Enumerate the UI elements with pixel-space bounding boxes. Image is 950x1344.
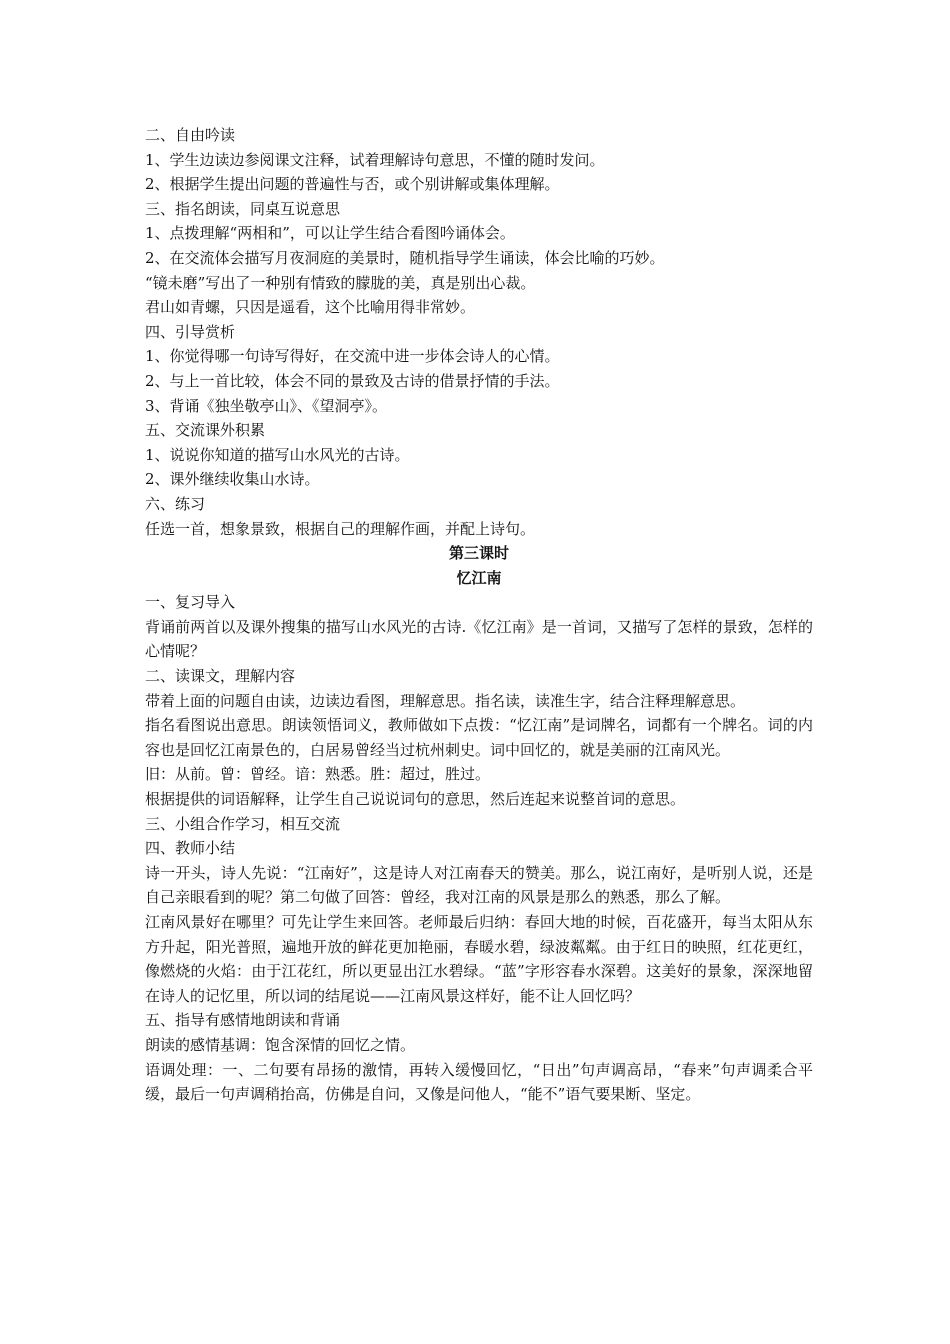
paragraph: 1、说说你知道的描写山水风光的古诗。 [145, 445, 410, 464]
paragraph: 1、点拨理解“两相和”，可以让学生结合看图吟诵体会。 [145, 224, 515, 243]
paragraph: 2、与上一首比较，体会不同的景致及古诗的借景抒情的手法。 [145, 371, 560, 390]
lesson-title: 第三课时 [448, 544, 509, 563]
paragraph: 江南风景好在哪里？可先让学生来回答。老师最后归纳：春回大地的时候，百花盛开，每当太阳从东方升起，阳光普照，遍地开放的鲜花更加艳丽，春暖水碧，绿波粼粼。由于红日的映照，红花更红，像燃烧的火焰：由于江花红，所以更显出江水碧绿。“蓝”字形容春水深碧。这美好的景象，深深地留在诗人的记忆里，所以词的结尾说——江南风景这样好，能不让人回忆吗？ [145, 913, 813, 1005]
section-heading: 四、教师小结 [145, 839, 236, 858]
section-heading: 三、小组合作学习，相互交流 [145, 814, 341, 833]
paragraph: 旧：从前。曾：曾经。谙：熟悉。胜：超过，胜过。 [145, 765, 491, 784]
lesson-subtitle: 忆江南 [456, 568, 502, 587]
paragraph: 诗一开头，诗人先说：“江南好”，这是诗人对江南春天的赞美。那么，说江南好，是听别人说，还是自己亲眼看到的呢？第二句做了回答：曾经，我对江南的风景是那么的熟悉，那么了解。 [145, 863, 813, 907]
paragraph: “镜未磨”写出了一种别有情致的朦胧的美，真是别出心裁。 [145, 273, 536, 292]
section-heading: 四、引导赏析 [145, 322, 236, 341]
paragraph: 根据提供的词语解释，让学生自己说说词句的意思，然后连起来说整首词的意思。 [145, 790, 686, 809]
section-heading: 三、指名朗读，同桌互说意思 [145, 199, 341, 218]
section-heading: 二、读课文，理解内容 [145, 667, 296, 686]
paragraph: 1、你觉得哪一句诗写得好，在交流中进一步体会诗人的心情。 [145, 347, 560, 366]
paragraph: 带着上面的问题自由读，边读边看图，理解意思。指名读，读准生字，结合注释理解意思。 [145, 691, 746, 710]
paragraph: 3、背诵《独坐敬亭山》、《望洞亭》。 [145, 396, 388, 415]
paragraph: 任选一首，想象景致，根据自己的理解作画，并配上诗句。 [145, 519, 536, 538]
paragraph: 2、在交流体会描写月夜洞庭的美景时，随机指导学生诵读，体会比喻的巧妙。 [145, 248, 665, 267]
paragraph: 指名看图说出意思。朗读领悟词义，教师做如下点拨：“忆江南”是词牌名，词都有一个牌名。词的内容也是回忆江南景色的，白居易曾经当过杭州刺史。词中回忆的，就是美丽的江南风光。 [145, 716, 813, 759]
section-heading: 二、自由吟读 [145, 126, 236, 144]
section-heading: 五、交流课外积累 [145, 421, 266, 440]
section-heading: 六、练习 [145, 494, 206, 513]
section-heading: 一、复习导入 [145, 593, 236, 612]
paragraph: 2、课外继续收集山水诗。 [145, 470, 320, 489]
paragraph: 背诵前两首以及课外搜集的描写山水风光的古诗.《忆江南》是一首词，又描写了怎样的景致，怎样的心情呢？ [145, 617, 813, 661]
paragraph: 朗读的感情基调：饱含深情的回忆之情。 [145, 1035, 416, 1054]
paragraph: 1、学生边读边参阅课文注释，试着理解诗句意思，不懂的随时发问。 [145, 150, 605, 169]
paragraph: 2、根据学生提出问题的普遍性与否，或个别讲解或集体理解。 [145, 175, 560, 194]
paragraph: 语调处理：一、二句要有昂扬的激情，再转入缓慢回忆，“日出”句声调高昂，“春来”句声调柔合平缓，最后一句声调稍抬高，仿佛是自问，又像是问他人，“能不”语气要果断、坚定。 [145, 1060, 813, 1104]
document-page [145, 123, 813, 1107]
section-heading: 五、指导有感情地朗读和背诵 [145, 1011, 341, 1030]
paragraph: 君山如青螺，只因是遥看，这个比喻用得非常妙。 [145, 298, 476, 317]
